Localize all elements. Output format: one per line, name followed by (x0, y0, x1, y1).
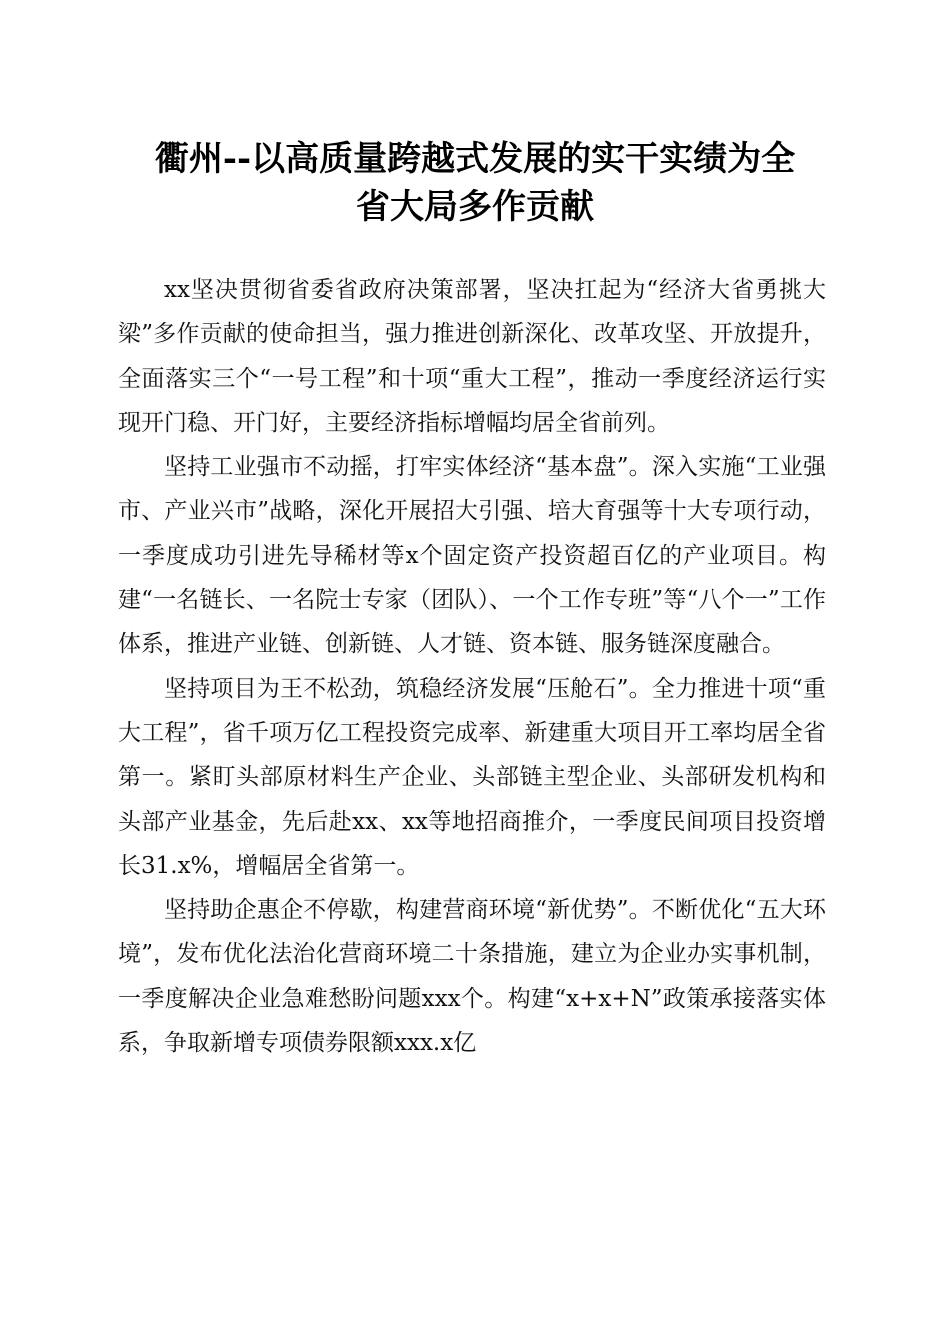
title-line-1: 衢州--以高质量跨越式发展的实干实绩为全 (154, 139, 796, 179)
document-body (118, 268, 826, 1065)
paragraph-industry: 坚持工业强市不动摇，打牢实体经济“基本盘”。深入实施“工业强市、产业兴市”战略，深化开展招大引强、培大育强等十大专项行动，一季度成功引进先导稀材等x个固定资产投资超百亿的产业项目。构建“一名链长、一名院士专家（团队）、一个工作专班”等“八个一”工作体系，推进产业链、创新链、人才链、资本链、服务链深度融合。 (118, 454, 826, 658)
paragraph-business-environment: 坚持助企惠企不停歇，构建营商环境“新优势”。不断优化“五大环境”，发布优化法治化营商环境二十条措施，建立为企业办实事机制，一季度解决企业急难愁盼问题xxx个。构建“x+x+N”政策承接落实体系，争取新增专项债券限额xxx.x亿 (118, 897, 826, 1057)
title-line-2: 省大局多作贡献 (356, 187, 594, 227)
paragraph-intro: xx坚决贯彻省委省政府决策部署，坚决扛起为“经济大省勇挑大梁”多作贡献的使命担当，强力推进创新深化、改革攻坚、开放提升，全面落实三个“一号工程”和十项“重大工程”，推动一季度经济运行实现开门稳、开门好，主要经济指标增幅均居全省前列。 (118, 277, 826, 436)
paragraph-projects: 坚持项目为王不松劲，筑稳经济发展“压舱石”。全力推进十项“重大工程”，省千项万亿工程投资完成率、新建重大项目开工率均居全省第一。紧盯头部原材料生产企业、头部链主型企业、头部研发机构和头部产业基金，先后赴xx、xx等地招商推介，一季度民间项目投资增长31.x%，增幅居全省第一。 (118, 675, 826, 879)
document-title (110, 135, 840, 231)
